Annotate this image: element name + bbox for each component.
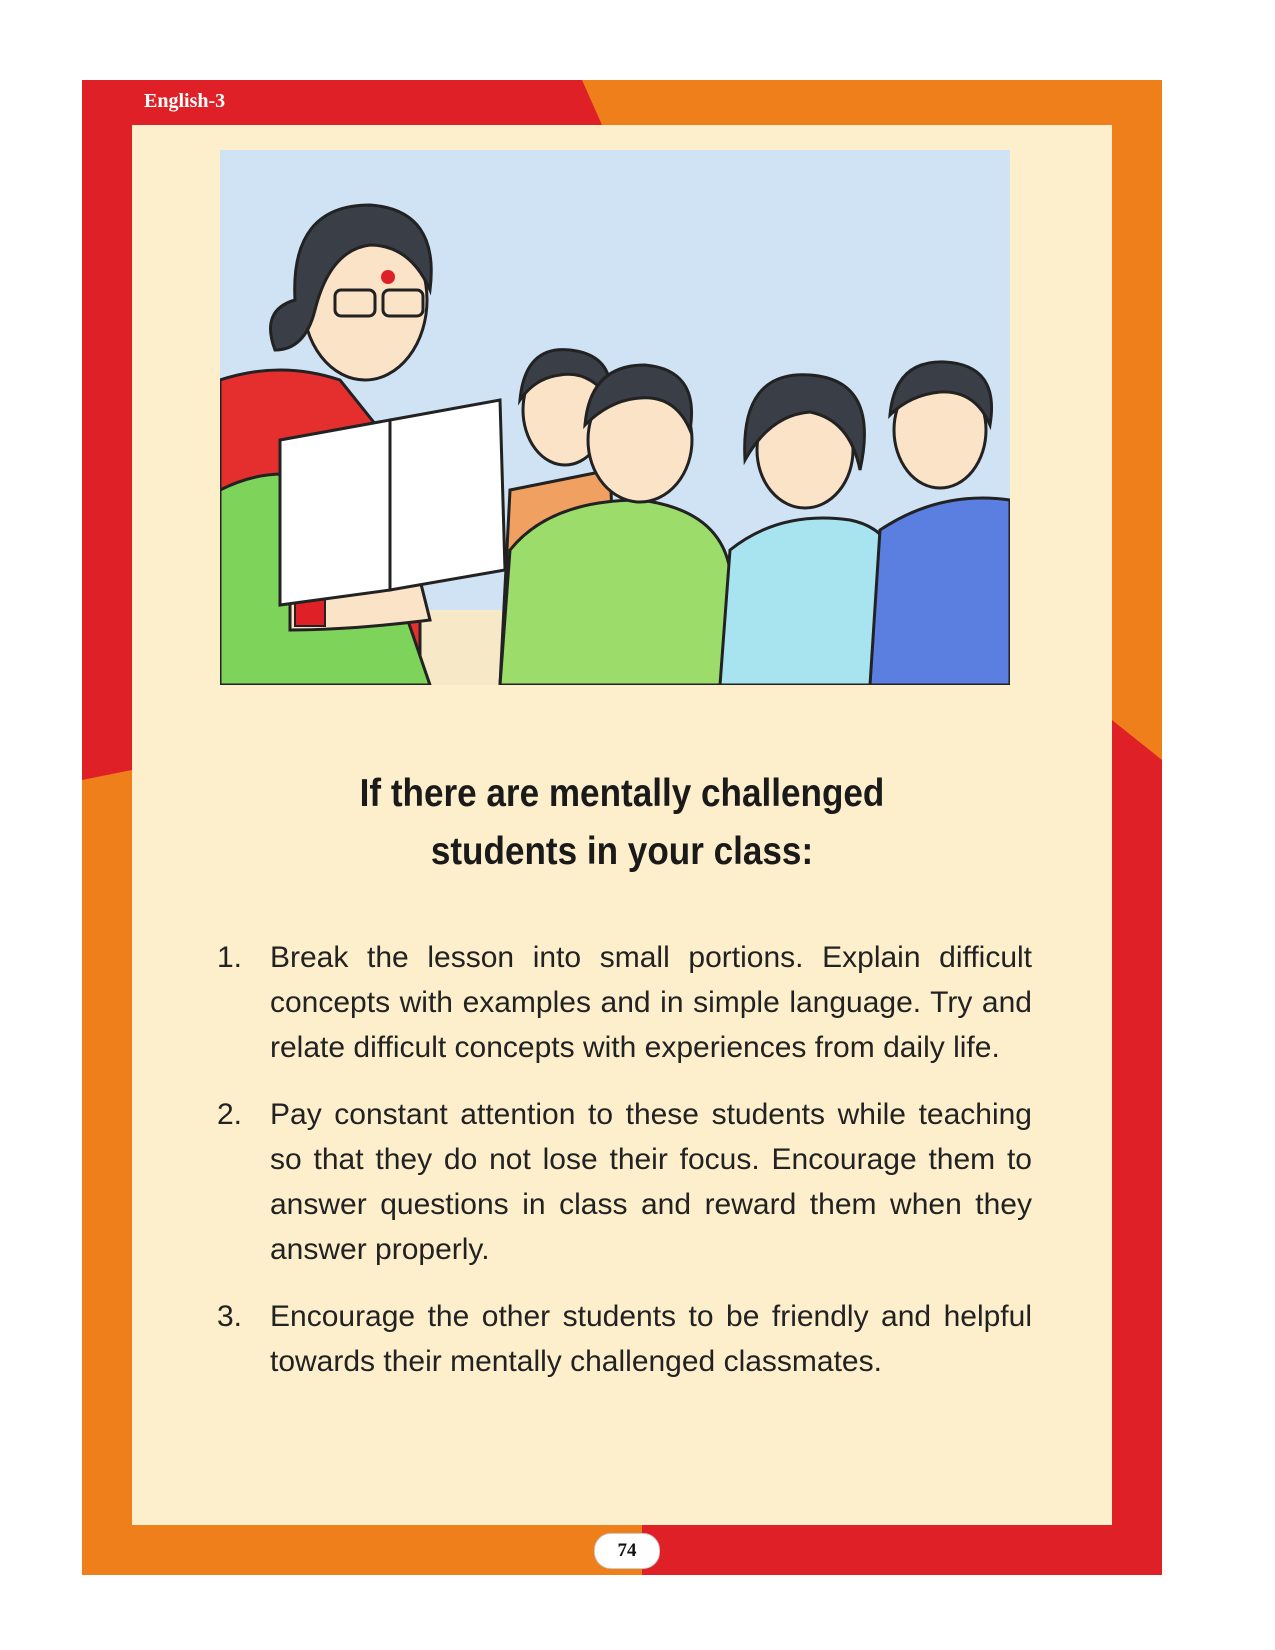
page-frame — [82, 80, 1162, 1575]
list-item-text: Pay constant attention to these students while teaching so that they do not lose their focus. Encourage them to answer questions in class and reward them when they answer properly. — [270, 1098, 1032, 1266]
list-item-text: Break the lesson into small portions. Explain difficult concepts with examples and in simple language. Try and relate difficult concepts with experiences from daily life. — [270, 941, 1032, 1064]
heading-line-1: If there are mentally challenged — [359, 772, 885, 815]
list-item-number: 2. — [217, 1098, 243, 1131]
list-item — [217, 1092, 1032, 1272]
student-4 — [870, 362, 1010, 685]
list-item-number: 1. — [217, 941, 243, 974]
book-title-label: English-3 — [144, 90, 226, 112]
guidelines-list — [217, 935, 1032, 1406]
page-number: 74 — [594, 1533, 660, 1569]
list-item — [217, 935, 1032, 1070]
list-item — [217, 1294, 1032, 1384]
section-heading — [181, 765, 1063, 881]
content-panel — [132, 125, 1112, 1525]
heading-line-2: students in your class: — [430, 830, 814, 873]
classroom-illustration — [220, 150, 1010, 685]
list-item-number: 3. — [217, 1300, 243, 1333]
teacher-and-students-image — [220, 150, 1010, 685]
list-item-text: Encourage the other students to be friendly and helpful towards their mentally challenged classmates. — [270, 1300, 1032, 1378]
